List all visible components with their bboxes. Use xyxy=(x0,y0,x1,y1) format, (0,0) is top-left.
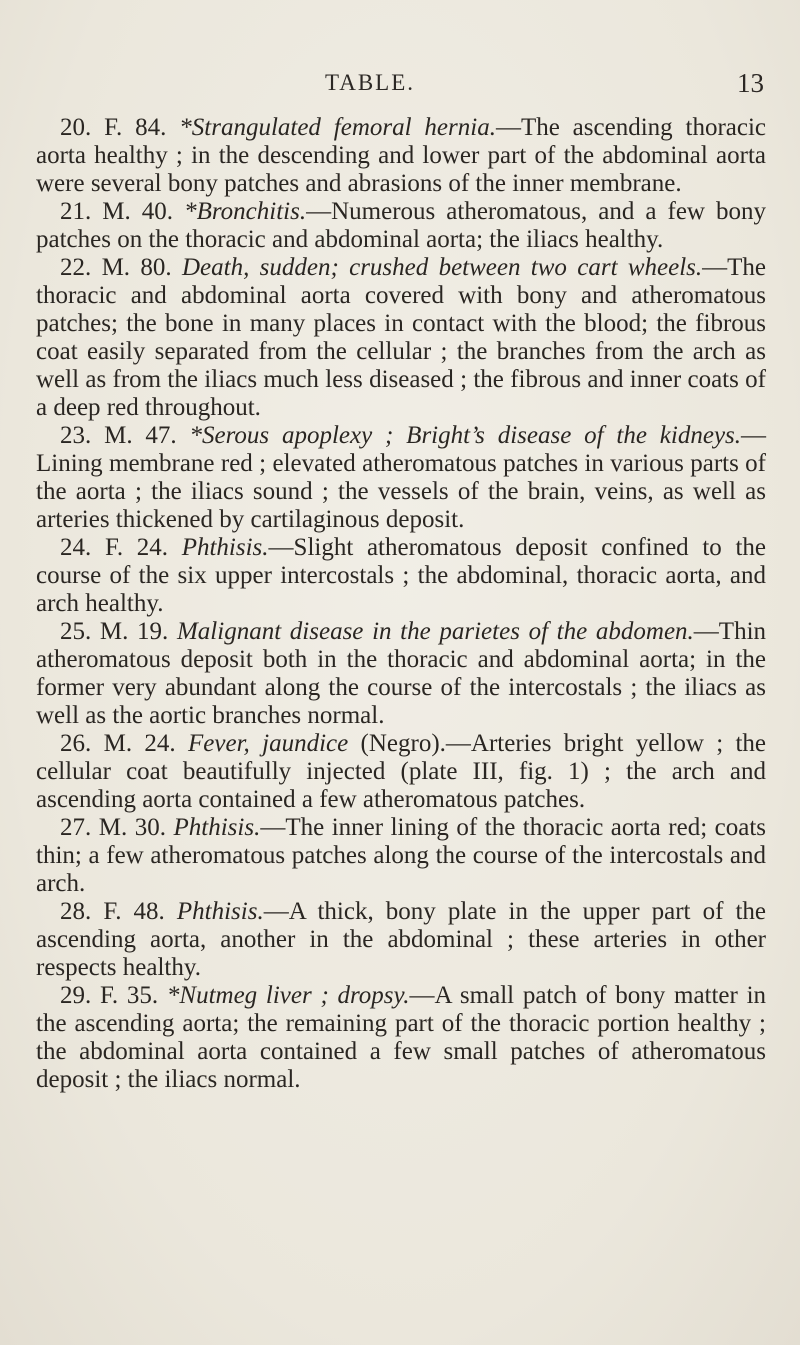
entry-number: 29. xyxy=(60,982,92,1009)
entry-number: 26. xyxy=(60,730,92,757)
entry-text: —A thick, bony plate in the upper part of the ascending aorta, another in the abdominal ; these arteries in other respects healthy. xyxy=(36,898,767,981)
entry-23 xyxy=(36,422,766,534)
entry-case: M. 19. xyxy=(99,618,169,645)
entry-text: —The thoracic and abdominal aorta covered with bony and atheromatous patches; the bone in many places in contact with the blood; the fibrous coat easily separated from the cellular ; the branches from the arch as well as from the iliacs much less diseased ; the fibrous and inner coats of a deep red throughout. xyxy=(36,254,767,421)
page-number: 13 xyxy=(737,68,764,98)
entry-26 xyxy=(36,730,766,814)
entry-diagnosis: *Strangulated femoral hernia. xyxy=(179,114,496,141)
entry-number: 20. xyxy=(60,114,92,141)
entry-21 xyxy=(36,198,766,254)
entry-diagnosis: Phthisis. xyxy=(176,898,264,925)
entry-28 xyxy=(36,898,766,982)
entry-number: 28. xyxy=(60,898,92,925)
entry-number: 25. xyxy=(60,618,92,645)
entry-20 xyxy=(36,114,766,198)
entry-24 xyxy=(36,534,766,618)
entry-case: M. 24. xyxy=(103,730,176,757)
running-head xyxy=(0,70,800,100)
entry-case: F. 48. xyxy=(103,898,165,925)
entry-number: 24. xyxy=(60,534,92,561)
table-entries xyxy=(36,114,766,1094)
entry-text: —A small patch of bony matter in the ascending aorta; the remaining part of the thoracic portion healthy ; the abdominal aorta contained a few small patches of atheromatous deposit ; the iliacs normal. xyxy=(36,982,767,1093)
entry-diagnosis: Malignant disease in the parietes of the abdomen. xyxy=(176,618,694,645)
entry-diagnosis: Phthisis. xyxy=(181,534,269,561)
entry-text: —Lining membrane red ; elevated atheromatous patches in various parts of the aorta ; the iliacs sound ; the vessels of the brain, veins, as well as arteries thickened by cartilaginous deposit. xyxy=(36,422,767,533)
entry-diagnosis: *Bronchitis. xyxy=(184,198,307,225)
entry-diagnosis: *Nutmeg liver ; dropsy. xyxy=(166,982,410,1009)
entry-27 xyxy=(36,814,766,898)
entry-case: M. 80. xyxy=(101,254,172,281)
entry-diagnosis: Fever, jaundice xyxy=(188,730,349,757)
entry-case: M. 30. xyxy=(98,814,166,841)
entry-29 xyxy=(36,982,766,1094)
entry-number: 23. xyxy=(60,422,92,449)
entry-text: —Slight atheromatous deposit confined to the course of the six upper intercostals ; the abdominal, thoracic aorta, and arch healthy. xyxy=(36,534,767,617)
entry-case: M. 47. xyxy=(104,422,177,449)
entry-number: 27. xyxy=(60,814,92,841)
entry-case: F. 84. xyxy=(104,114,167,141)
entry-number: 22. xyxy=(60,254,92,281)
entry-text: —Thin atheromatous deposit both in the thoracic and abdominal aorta; in the former very abundant along the course of the intercostals ; the iliacs as well as the aortic branches normal. xyxy=(36,618,767,729)
entry-text: —Numerous atheromatous, and a few bony patches on the thoracic and abdominal aorta; the iliacs healthy. xyxy=(36,198,767,253)
entry-diagnosis: Death, sudden; crushed between two cart wheels. xyxy=(181,254,703,281)
running-title: TABLE. xyxy=(325,70,416,95)
entry-text: —The inner lining of the thoracic aorta red; coats thin; a few atheromatous patches along the course of the intercostals and arch. xyxy=(36,814,767,897)
entry-25 xyxy=(36,618,766,730)
entry-case: M. 40. xyxy=(102,198,174,225)
entry-diagnosis: *Serous apoplexy ; Bright’s disease of the kidneys. xyxy=(189,422,742,449)
entry-text: (Negro).—Arteries bright yellow ; the cellular coat beautifully injected (plate III, fig. 1) ; the arch and ascending aorta contained a few atheromatous patches. xyxy=(36,730,767,813)
entry-text: —The ascending thoracic aorta healthy ; in the descending and lower part of the abdominal aorta were several bony patches and abrasions of the inner membrane. xyxy=(36,114,767,197)
entry-case: F. 35. xyxy=(100,982,159,1009)
entry-diagnosis: Phthisis. xyxy=(173,814,261,841)
entry-number: 21. xyxy=(60,198,92,225)
entry-22 xyxy=(36,254,766,422)
entry-case: F. 24. xyxy=(104,534,169,561)
